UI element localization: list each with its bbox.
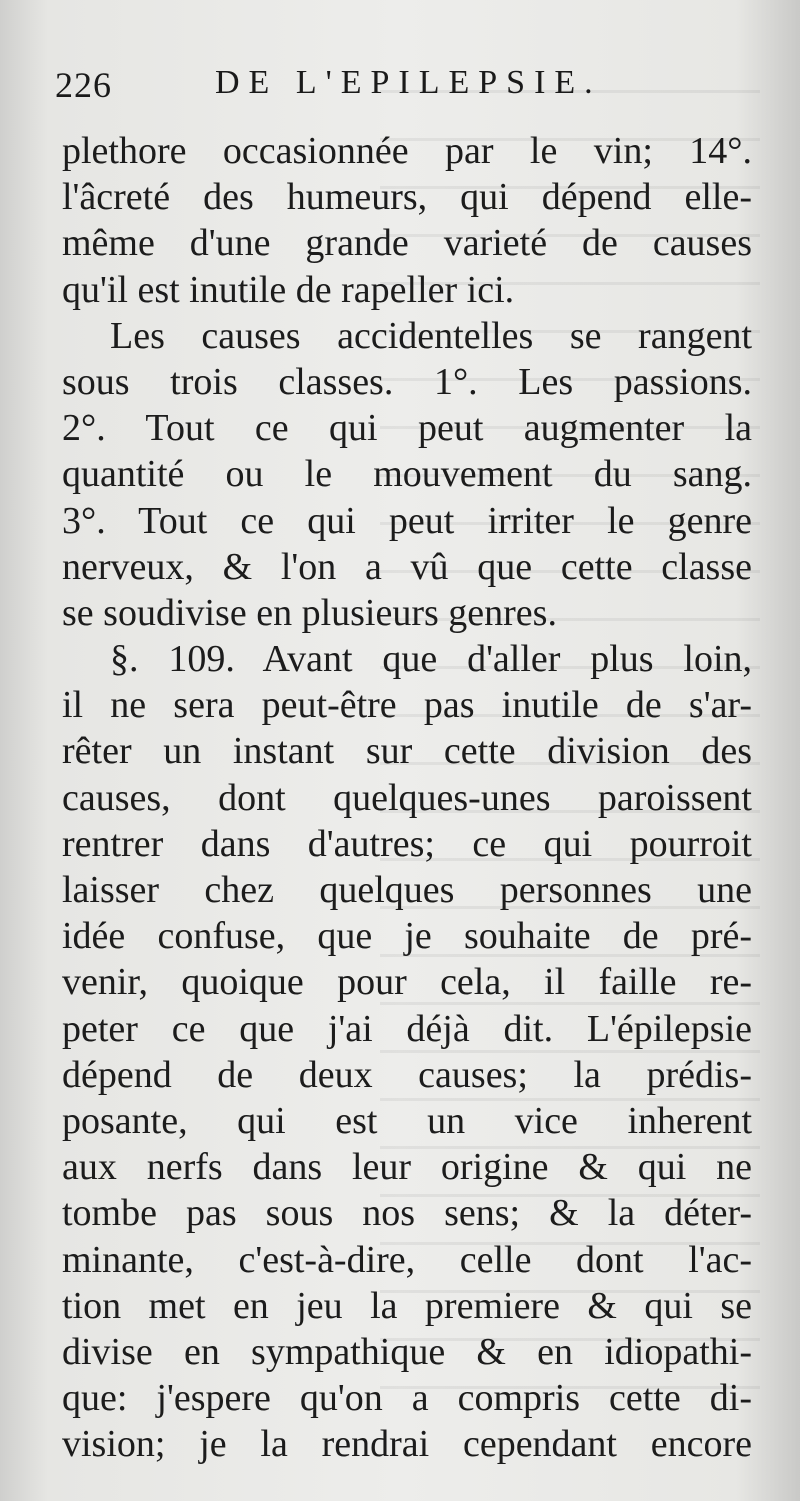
page-number: 226 (55, 65, 112, 105)
text-line: minante, c'est-à-dire, celle dont l'ac- (62, 1238, 752, 1281)
body-text (62, 128, 752, 1467)
text-line: causes, dont quelques-unes paroissent (62, 776, 752, 819)
text-line: Les causes accidentelles se rangent (110, 314, 752, 357)
page-header (55, 60, 760, 108)
text-line: nerveux, & l'on a vû que cette classe (62, 545, 752, 588)
text-line: rentrer dans d'autres; ce qui pourroit (62, 822, 752, 865)
text-line: tombe pas sous nos sens; & la déter- (62, 1192, 752, 1235)
text-line: rêter un instant sur cette division des (62, 730, 752, 773)
text-line: venir, quoique pour cela, il faille re- (62, 961, 752, 1004)
text-line: même d'une grande varieté de causes (62, 222, 752, 265)
text-line: que: j'espere qu'on a compris cette di- (62, 1377, 752, 1420)
text-line: §. 109. Avant que d'aller plus loin, (110, 638, 752, 681)
text-line: qu'il est inutile de rapeller ici. (62, 268, 515, 311)
running-title: DE L'EPILEPSIE. (215, 64, 602, 101)
text-line: vision; je la rendrai cependant encore (62, 1423, 752, 1466)
text-line: il ne sera peut-être pas inutile de s'ar- (62, 684, 752, 727)
text-line: l'âcreté des humeurs, qui dépend elle- (62, 176, 752, 219)
text-line: plethore occasionnée par le vin; 14°. (62, 130, 752, 172)
text-line: aux nerfs dans leur origine & qui ne (62, 1146, 752, 1189)
text-line: 3°. Tout ce qui peut irriter le genre (62, 499, 752, 542)
text-line: sous trois classes. 1°. Les passions. (62, 360, 752, 403)
text-line: peter ce que j'ai déjà dit. L'épilepsie (62, 1007, 752, 1050)
text-line: se soudivise en plusieurs genres. (62, 591, 557, 634)
text-line: posante, qui est un vice inherent (62, 1099, 752, 1142)
text-line: idée confuse, que je souhaite de pré- (62, 915, 752, 958)
text-line: tion met en jeu la premiere & qui se (62, 1284, 752, 1327)
text-line: 2°. Tout ce qui peut augmenter la (62, 407, 752, 450)
text-line: quantité ou le mouvement du sang. (62, 453, 752, 496)
text-line: laisser chez quelques personnes une (62, 869, 752, 911)
text-line: divise en sympathique & en idiopathi- (62, 1330, 752, 1373)
text-line: dépend de deux causes; la prédis- (62, 1053, 752, 1096)
